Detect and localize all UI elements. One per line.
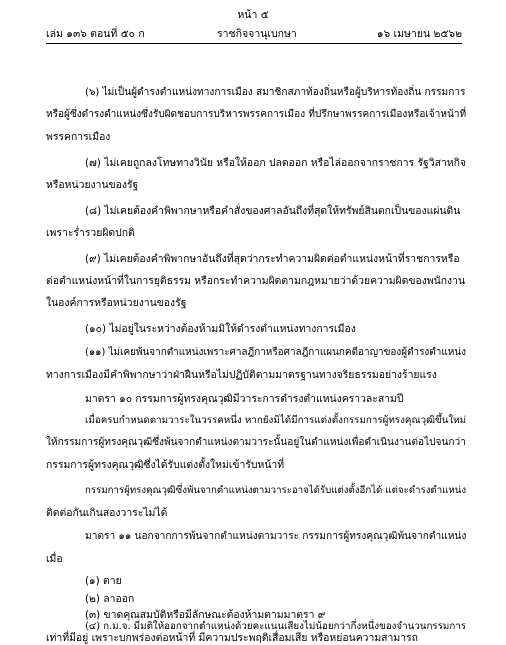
text-line: ในองค์การหรือหน่วยงานของรัฐ	[46, 297, 187, 309]
header-divider	[46, 43, 462, 44]
publication-date: ๑๖ เมษายน ๒๕๖๒	[376, 28, 462, 40]
text-line: (๑๐) ไม่อยู่ในระหว่างต้องห้ามมิให้ดำรงตำแหน่งทางการเมือง	[85, 323, 356, 335]
page-number: หน้า ๕	[237, 9, 269, 21]
list-item: (๓) ขาดคุณสมบัติหรือมีลักษณะต้องห้ามตามมาตรา ๙	[85, 609, 326, 621]
text-line: เท่าที่มีอยู่ เพราะบกพร่องต่อหน้าที่ มีความประพฤติเสื่อมเสีย หรือหย่อนความสามารถ	[46, 632, 418, 644]
text-line: (๑๑) ไม่เคยพ้นจากตำแหน่งเพราะศาลฎีกาหรือศาลฎีกาแผนกคดีอาญาของผู้ดำรงตำแหน่ง	[85, 347, 466, 358]
list-item: (๑) ตาย	[85, 575, 122, 587]
volume-issue: เล่ม ๑๓๖ ตอนที่ ๕๐ ก	[46, 28, 145, 40]
text-line: เมื่อ	[46, 553, 63, 565]
publication-name: ราชกิจจานุเบกษา	[217, 28, 297, 40]
list-item: (๒) ลาออก	[85, 593, 135, 605]
text-line: (๙) ไม่เคยต้องคำพิพากษาอันถึงที่สุดว่ากระทำความผิดต่อตำแหน่งหน้าที่ราชการหรือ	[85, 253, 460, 265]
text-line: (๘) ไม่เคยต้องคำพิพากษาหรือคำสั่งของศาลอันถึงที่สุดให้ทรัพย์สินตกเป็นของแผ่นดิน	[85, 205, 461, 217]
text-line: เมื่อครบกำหนดตามวาระในวรรคหนึ่ง หากยังมิได้มีการแต่งตั้งกรรมการผู้ทรงคุณวุฒิขึ้นใหม่	[85, 415, 467, 426]
section-heading: มาตรา ๑๐ กรรมการผู้ทรงคุณวุฒิมีวาระการดำรงตำแหน่งคราวละสามปี	[85, 393, 404, 405]
text-line: เพราะร่ำรวยผิดปกติ	[46, 227, 135, 239]
text-line: ทางการเมืองมีคำพิพากษาว่าฝ่าฝืนหรือไม่ปฏิบัติตามมาตรฐานทางจริยธรรมอย่างร้ายแรง	[46, 369, 437, 381]
text-line: กรรมการผู้ทรงคุณวุฒิซึ่งได้รับแต่งตั้งใหม่เข้ารับหน้าที่	[46, 459, 285, 471]
section-heading: มาตรา ๑๑ นอกจากการพ้นจากตำแหน่งตามวาระ กรรมการผู้ทรงคุณวุฒิพ้นจากตำแหน่ง	[85, 531, 467, 542]
text-line: หรือหน่วยงานของรัฐ	[46, 179, 139, 191]
text-line: ต่อตำแหน่งหน้าที่ในการยุติธรรม หรือกระทำความผิดตามกฎหมายว่าด้วยความผิดของพนักงาน	[46, 275, 466, 287]
text-line: หรือผู้ซึ่งดำรงตำแหน่งซึ่งรับผิดชอบการบริหารพรรคการเมือง ที่ปรึกษาพรรคการเมืองหรือเจ้าหน้าที่	[46, 109, 467, 120]
text-line: (๗) ไม่เคยถูกลงโทษทางวินัย หรือให้ออก ปลดออก หรือไล่ออกจากราชการ รัฐวิสาหกิจ	[85, 157, 467, 169]
text-line: (๖) ไม่เป็นผู้ดำรงตำแหน่งทางการเมือง สมาชิกสภาท้องถิ่นหรือผู้บริหารท้องถิ่น กรรมการ	[85, 87, 466, 98]
running-header	[46, 25, 462, 40]
list-item: (๔) ก.ม.จ. มีมติให้ออกจากตำแหน่งด้วยคะแนนเสียงไม่น้อยกว่ากึ่งหนึ่งของจำนวนกรรมการ	[85, 621, 467, 632]
text-line: ติดต่อกันเกินสองวาระไม่ได้	[46, 507, 168, 519]
text-line: กรรมการผู้ทรงคุณวุฒิซึ่งพ้นจากตำแหน่งตามวาระอาจได้รับแต่งตั้งอีกได้ แต่จะดำรงตำแหน่ง	[85, 485, 467, 496]
text-line: ให้กรรมการผู้ทรงคุณวุฒิซึ่งพ้นจากตำแหน่งตามวาระนั้นอยู่ในตำแหน่งเพื่อดำเนินงานต่อไปจนกว่า	[46, 437, 466, 448]
text-line: พรรคการเมือง	[46, 131, 111, 143]
